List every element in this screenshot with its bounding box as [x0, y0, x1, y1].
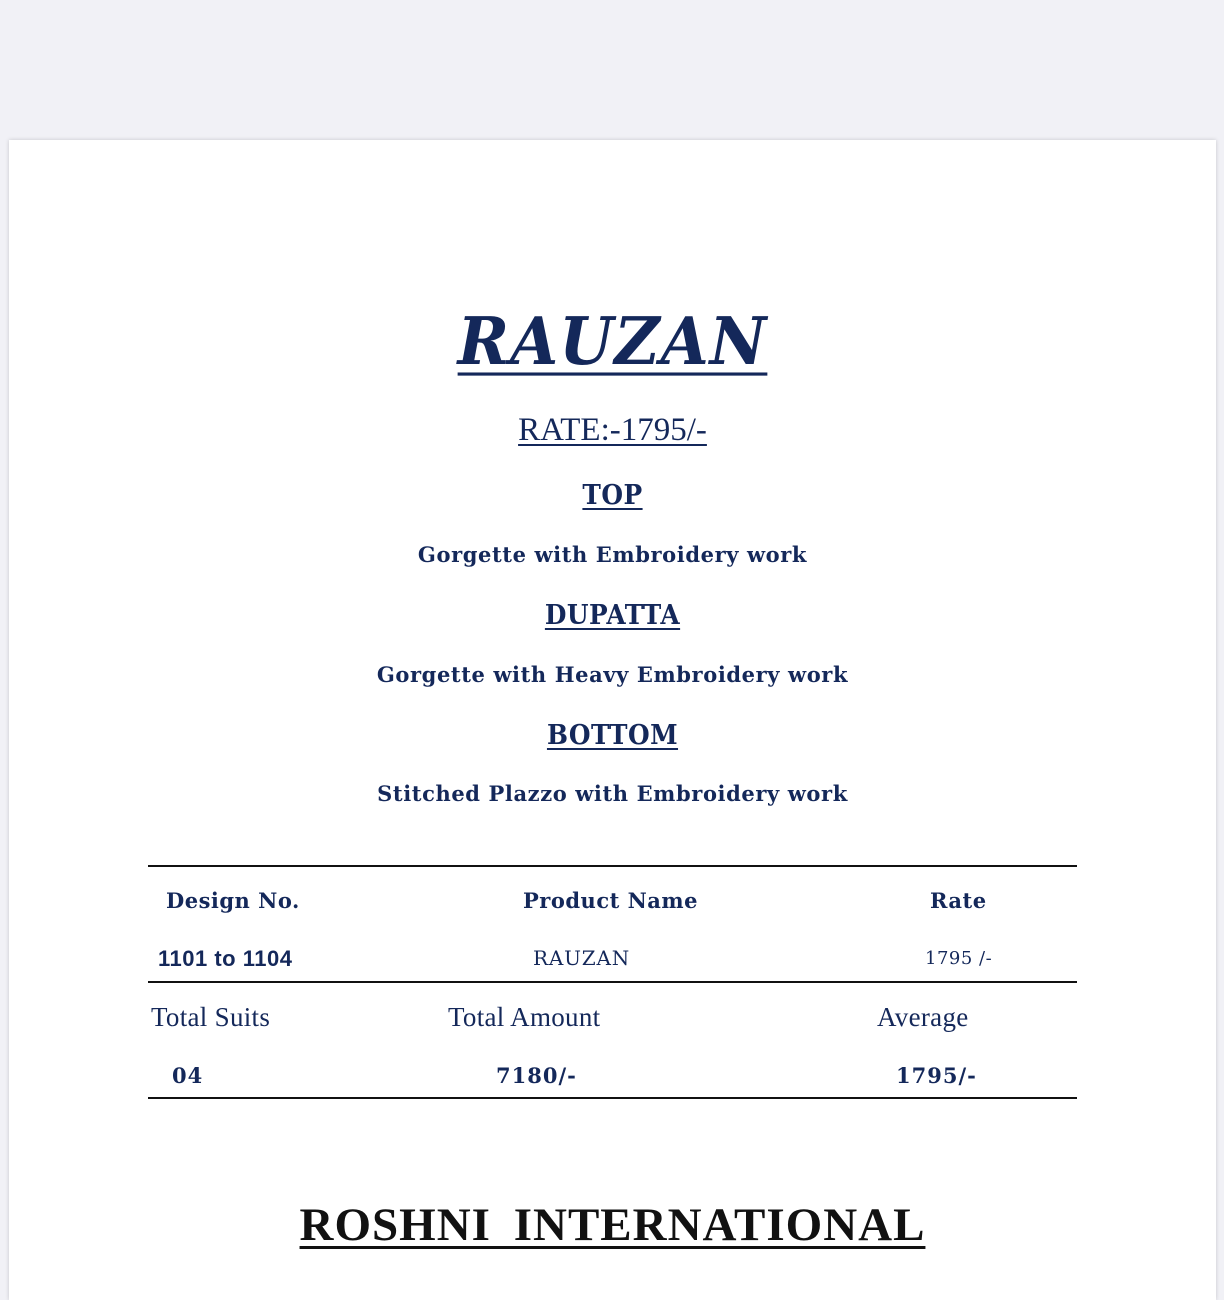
brand-title: RAUZAN: [457, 303, 768, 380]
document-page: [9, 140, 1216, 1300]
header-design-no: Design No.: [166, 888, 300, 913]
header-total-suits: Total Suits: [151, 1002, 271, 1032]
section-text-dupatta: Gorgette with Heavy Embroidery work: [376, 662, 849, 687]
table-bottom-rule: [148, 1097, 1077, 1099]
section-text-top: Gorgette with Embroidery work: [417, 542, 808, 567]
cell-total-amount: 7180/-: [496, 1063, 577, 1088]
header-rate: Rate: [930, 888, 987, 913]
rate-line: RATE:-1795/-: [518, 412, 707, 448]
cell-total-suits: 04: [172, 1063, 204, 1088]
header-total-amount: Total Amount: [448, 1002, 601, 1032]
table-middle-rule: [148, 981, 1077, 983]
section-text-bottom: Stitched Plazzo with Embroidery work: [377, 781, 848, 806]
section-heading-dupatta: DUPATTA: [544, 600, 681, 631]
section-heading-bottom: BOTTOM: [546, 720, 679, 751]
cell-rate: 1795 /-: [925, 948, 993, 969]
cell-average: 1795/-: [896, 1063, 977, 1088]
cell-design-no: 1101 to 1104: [158, 946, 293, 971]
table-top-rule: [148, 865, 1077, 867]
section-heading-top: TOP: [582, 480, 643, 511]
header-average: Average: [877, 1002, 969, 1032]
header-product-name: Product Name: [523, 888, 698, 913]
cell-product-name: RAUZAN: [533, 946, 630, 970]
company-name: ROSHNI INTERNATIONAL: [299, 1199, 926, 1251]
